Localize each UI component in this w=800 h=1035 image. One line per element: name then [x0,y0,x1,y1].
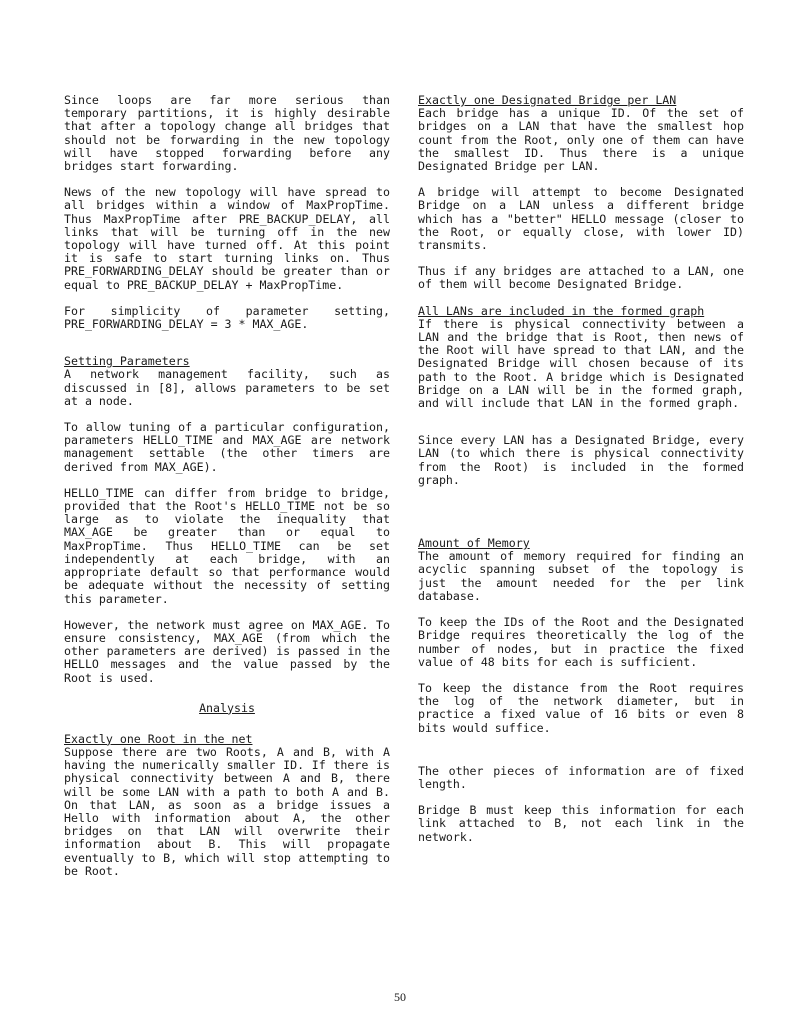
paragraph: Suppose there are two Roots, A and B, with A having the numerically smaller ID. If there is physical connectivity between A and B, there will be some LAN with a path to both A and B. On that LAN, as soon as a bridge issues a Hello with information about A, the other bridges on that LAN will overwrite their information about B. This will propagate eventually to B, which will stop attempting to be Root. [64,744,390,878]
paragraph: Since every LAN has a Designated Bridge, every LAN (to which there is physical connectivity from the Root) is included in the formed graph. [418,433,744,487]
right-column [418,94,744,857]
paragraph: A bridge will attempt to become Designated Bridge on a LAN unless a different bridge which has a "better" HELLO message (closer to the Root, or equally close, with lower ID) transmits. [418,185,744,253]
section-heading-designated-bridge: Exactly one Designated Bridge per LAN [418,93,677,107]
paragraph: If there is physical connectivity between a LAN and the bridge that is Root, then news of the Root will have spread to that LAN, and the Designated Bridge will chosen because of its path to the Root. A bridge which is Designated Bridge on a LAN will be in the formed graph, and will include that LAN in the formed graph. [418,316,744,411]
paragraph: However, the network must agree on MAX_AGE. To ensure consistency, MAX_AGE (from which the other parameters are derived) is passed in the HELLO messages and the value passed by the Root is used. [64,617,390,685]
paragraph: Each bridge has a unique ID. Of the set of bridges on a LAN that have the smallest hop count from the Root, only one of them can have the smallest ID. Thus there is a unique Designated Bridge per LAN. [418,106,744,174]
paragraph: The amount of memory required for finding an acyclic spanning subset of the topology is just the amount needed for the per link database. [418,549,744,603]
paragraph: News of the new topology will have spread to all bridges within a window of MaxPropTime. Thus MaxPropTime after PRE_BACKUP_DELAY, all links that will be turning off in the new topology will have turned off. At this point it is safe to start turning links on. Thus PRE_FORWARDING_DELAY should be greater than or equal to PRE_BACKUP_DELAY + MaxPropTime. [64,185,390,292]
section-heading-analysis: Analysis [199,700,255,715]
paragraph: The other pieces of information are of fixed length. [418,763,744,791]
section-heading-one-root: Exactly one Root in the net [64,731,253,746]
page-number: 50 [394,990,406,1004]
paragraph: To keep the IDs of the Root and the Designated Bridge requires theoretically the log of the number of nodes, but in practice the fixed value of 48 bits for each is sufficient. [418,615,744,669]
section-heading-all-lans: All LANs are included in the formed graph [418,303,705,318]
paragraph: To allow tuning of a particular configuration, parameters HELLO_TIME and MAX_AGE are network management settable (the other timers are derived from MAX_AGE). [64,420,390,474]
paragraph: For simplicity of parameter setting, PRE_FORWARDING_DELAY = 3 * MAX_AGE. [64,303,390,332]
section-heading-memory: Amount of Memory [418,536,530,551]
section-heading-setting-parameters: Setting Parameters [64,354,190,369]
paragraph: HELLO_TIME can differ from bridge to bridge, provided that the Root's HELLO_TIME not be so large as to violate the inequality that MAX_AGE be greater than or equal to MaxPropTime. Thus HELLO_TIME can be set independently at each bridge, with an appropriate default so that performance would be adequate without the necessity of setting this parameter. [64,485,390,606]
paragraph: Thus if any bridges are attached to a LAN, one of them will become Designated Bridge. [418,264,744,292]
paragraph: Bridge B must keep this information for each link attached to B, not each link in the network. [418,803,744,844]
paragraph: Since loops are far more serious than temporary partitions, it is highly desirable that after a topology change all bridges that should not be forwarding in the new topology will have stopped forwarding before any bridges start forwarding. [64,93,390,174]
paragraph: A network management facility, such as discussed in [8], allows parameters to be set at a node. [64,367,390,408]
paragraph: To keep the distance from the Root requires the log of the network diameter, but in practice a fixed value of 16 bits or even 8 bits would suffice. [418,680,744,735]
left-column [64,94,390,891]
